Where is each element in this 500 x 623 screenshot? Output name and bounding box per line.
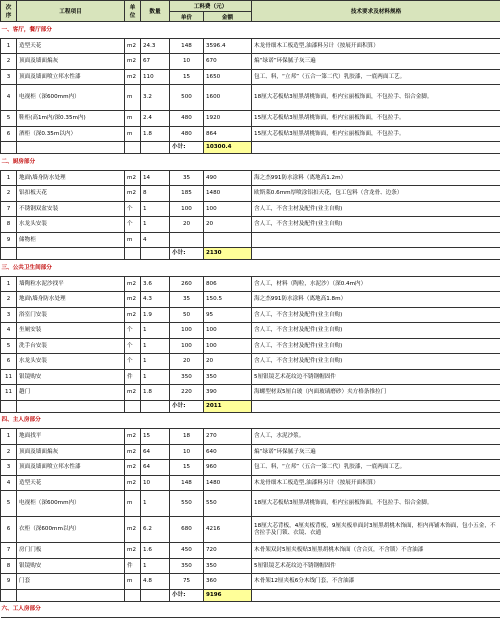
row-item: 电视柜（深600mm内） [17, 85, 125, 111]
subtotal-row [1, 142, 500, 154]
empty-cell [252, 142, 500, 154]
header-unit: 单 位 [125, 1, 141, 22]
subtotal-label: 小计: [170, 400, 204, 412]
row-no: 1 [1, 429, 17, 445]
row-unit: m [125, 491, 141, 517]
empty-cell [1, 400, 17, 412]
row-qty: 1 [141, 354, 170, 370]
row-no: 7 [1, 201, 17, 217]
table-row [1, 491, 500, 517]
table-row [1, 217, 500, 233]
row-no: 5 [1, 491, 17, 517]
row-price: 550 [170, 491, 204, 517]
row-qty: 1 [141, 217, 170, 233]
row-no: 2 [1, 444, 17, 460]
row-price: 10 [170, 444, 204, 460]
row-spec: 海之杰991防水涂料（离地高1.8m） [252, 292, 500, 308]
row-qty: 4.3 [141, 292, 170, 308]
row-qty: 1.8 [141, 126, 170, 142]
row-no: 2 [1, 292, 17, 308]
row-no: 3 [1, 69, 17, 85]
section-title: 一、客厅，餐厅部分 [1, 22, 500, 39]
table-row [1, 460, 500, 476]
empty-cell [141, 248, 170, 260]
section-header [1, 260, 500, 277]
header-spec: 技术要求及材料规格 [252, 1, 500, 22]
row-no: 8 [1, 558, 17, 574]
row-item: 地面\墙身防水处理 [17, 170, 125, 186]
empty-cell [1, 142, 17, 154]
row-amount: 3596.4 [204, 38, 252, 54]
row-spec [252, 232, 500, 248]
row-spec: 18厘大芯板贴3厘黑胡桃饰面，柜内宝丽板饰面，不包拉手、铝合金脚。 [252, 85, 500, 111]
section-title: 四、主人房部分 [1, 412, 500, 429]
row-no: 1 [1, 170, 17, 186]
row-no: 2 [1, 54, 17, 70]
row-spec: 木骨架双封5厘夹板贴3厘黑胡桃木饰面（含合页，不含锁）不含油漆 [252, 543, 500, 559]
row-item: 地面\墙身防水处理 [17, 292, 125, 308]
row-unit: m2 [125, 543, 141, 559]
table-row [1, 354, 500, 370]
row-item: 银镜购安 [17, 558, 125, 574]
table-row [1, 69, 500, 85]
row-qty: 64 [141, 444, 170, 460]
row-price: 148 [170, 38, 204, 54]
row-unit: m2 [125, 385, 141, 401]
table-row [1, 54, 500, 70]
row-qty: 24.3 [141, 38, 170, 54]
section-title: 六、工人房部分 [1, 601, 500, 618]
row-qty: 1.8 [141, 385, 170, 401]
row-spec: 木骨架12厘夹板6分木线门套，不含油漆 [252, 574, 500, 590]
row-spec: 含人工，不含主材及配件(业主自购) [252, 217, 500, 233]
subtotal-label: 小计: [170, 248, 204, 260]
row-spec: 含人工，不含主材及配件(业主自购) [252, 201, 500, 217]
table-row [1, 574, 500, 590]
empty-cell [17, 142, 125, 154]
empty-cell [1, 248, 17, 260]
table-row [1, 201, 500, 217]
subtotal-row [1, 400, 500, 412]
row-amount: 100 [204, 323, 252, 339]
row-unit: 个 [125, 323, 141, 339]
row-price: 350 [170, 558, 204, 574]
row-unit: 个 [125, 338, 141, 354]
table-row [1, 186, 500, 202]
empty-cell [17, 589, 125, 601]
subtotal-value: 10300.4 [204, 142, 252, 154]
header-labor-fee: 工料费（元） [170, 1, 252, 12]
row-amount: 4216 [204, 517, 252, 543]
row-price: 260 [170, 276, 204, 292]
row-no: 4 [1, 323, 17, 339]
row-amount: 150.5 [204, 292, 252, 308]
row-item: 造型天花 [17, 38, 125, 54]
empty-cell [141, 142, 170, 154]
row-unit: 个 [125, 201, 141, 217]
row-unit: m2 [125, 38, 141, 54]
row-qty: 1 [141, 558, 170, 574]
row-price: 100 [170, 323, 204, 339]
row-item: 地面找平 [17, 429, 125, 445]
row-item: 不锈钢双盆安装 [17, 201, 125, 217]
row-qty: 1.6 [141, 543, 170, 559]
row-amount: 670 [204, 54, 252, 70]
empty-cell [125, 400, 141, 412]
row-item: 顶面及墙面喷立邦水性漆 [17, 460, 125, 476]
row-unit: m [125, 574, 141, 590]
row-item: 门套 [17, 574, 125, 590]
row-price: 220 [170, 385, 204, 401]
row-qty: 15 [141, 429, 170, 445]
row-spec: 含人工，不含主材及配件(业主自购) [252, 323, 500, 339]
row-unit: m2 [125, 475, 141, 491]
row-amount: 95 [204, 307, 252, 323]
table-row [1, 323, 500, 339]
empty-cell [17, 400, 125, 412]
subtotal-value: 2011 [204, 400, 252, 412]
row-qty: 1 [141, 369, 170, 385]
row-no: 1 [1, 38, 17, 54]
table-body [1, 22, 500, 618]
row-price: 100 [170, 201, 204, 217]
row-qty: 1 [141, 323, 170, 339]
table-row [1, 444, 500, 460]
row-price: 75 [170, 574, 204, 590]
table-row [1, 38, 500, 54]
empty-cell [252, 248, 500, 260]
row-qty: 67 [141, 54, 170, 70]
row-amount: 1480 [204, 475, 252, 491]
row-unit: m2 [125, 460, 141, 476]
row-unit: m [125, 111, 141, 127]
row-unit: m2 [125, 429, 141, 445]
row-amount: 550 [204, 491, 252, 517]
row-amount: 100 [204, 338, 252, 354]
table-row [1, 307, 500, 323]
row-no: 11 [1, 385, 17, 401]
row-spec: 18厘大芯板贴3厘黑胡桃饰面，柜内宝丽板饰面，不包拉手、铝合金脚。 [252, 491, 500, 517]
row-item: 趟门 [17, 385, 125, 401]
row-no: 8 [1, 217, 17, 233]
row-item: 储物柜 [17, 232, 125, 248]
row-amount: 806 [204, 276, 252, 292]
table-row [1, 543, 500, 559]
row-spec: 木龙骨细木工板造型,油漆料另计（按展开面积算） [252, 38, 500, 54]
row-amount: 1920 [204, 111, 252, 127]
row-item: 顶面及墙面煸灰 [17, 54, 125, 70]
row-item: 酒柜（深0.35m以内） [17, 126, 125, 142]
row-amount: 270 [204, 429, 252, 445]
row-spec: 木龙骨细木工板造型,油漆料另计（按展开面积算） [252, 475, 500, 491]
subtotal-value: 2130 [204, 248, 252, 260]
row-unit: m2 [125, 276, 141, 292]
header-seq: 次 序 [1, 1, 17, 22]
empty-cell [125, 589, 141, 601]
row-qty: 4 [141, 232, 170, 248]
empty-cell [1, 589, 17, 601]
row-amount: 350 [204, 369, 252, 385]
empty-cell [125, 248, 141, 260]
row-price: 15 [170, 460, 204, 476]
section-title: 二、厨房部分 [1, 154, 500, 171]
row-qty: 10 [141, 475, 170, 491]
row-unit: 件 [125, 369, 141, 385]
row-item: 顶面及墙面煸灰 [17, 444, 125, 460]
row-item: 浴室门安装 [17, 307, 125, 323]
section-header [1, 601, 500, 618]
table-row [1, 517, 500, 543]
header-item: 工程项目 [17, 1, 125, 22]
row-item: 坐厕安装 [17, 323, 125, 339]
table-row [1, 276, 500, 292]
row-spec: 含人工，不含主材及配件(业主自购) [252, 354, 500, 370]
row-price: 50 [170, 307, 204, 323]
row-item: 水龙头安装 [17, 217, 125, 233]
row-amount: 960 [204, 460, 252, 476]
row-no: 1 [1, 276, 17, 292]
table-row [1, 338, 500, 354]
row-price: 20 [170, 217, 204, 233]
empty-cell [141, 400, 170, 412]
row-spec: 含人工，水泥沙浆。 [252, 429, 500, 445]
row-spec: 5厘银镜艺术花纹边不锈钢帽固件 [252, 369, 500, 385]
row-spec: 煸“绿诺”环保腻子灰三遍 [252, 444, 500, 460]
row-item: 房门门板 [17, 543, 125, 559]
row-amount: 390 [204, 385, 252, 401]
row-spec: 煸“绿诺”环保腻子灰三遍 [252, 54, 500, 70]
table-row [1, 429, 500, 445]
row-price: 148 [170, 475, 204, 491]
row-spec: 包工、料，“立邦”（五合一第二代）乳胶漆，一底两面工艺。 [252, 460, 500, 476]
empty-cell [17, 248, 125, 260]
subtotal-label: 小计: [170, 589, 204, 601]
row-spec: 含人工，不含主材及配件(业主自购) [252, 307, 500, 323]
row-unit: m2 [125, 517, 141, 543]
row-no: 4 [1, 85, 17, 111]
row-no: 6 [1, 517, 17, 543]
row-qty: 1.9 [141, 307, 170, 323]
table-row [1, 475, 500, 491]
row-item: 鞋柜(高1m内/深0.35m内) [17, 111, 125, 127]
row-unit: m [125, 232, 141, 248]
row-spec: 欧斯莱0.6mm厚喷涂铝扣天花，包工包料（含龙骨、边条） [252, 186, 500, 202]
row-amount: 20 [204, 217, 252, 233]
row-spec: 15厘大芯板贴3厘黑胡桃饰面，柜内宝丽板饰面，不包拉手。 [252, 111, 500, 127]
row-item: 衣柜（深600mm以内） [17, 517, 125, 543]
row-unit: m2 [125, 186, 141, 202]
section-header [1, 22, 500, 39]
row-amount: 1480 [204, 186, 252, 202]
table-row [1, 126, 500, 142]
row-amount: 640 [204, 444, 252, 460]
row-unit: 件 [125, 558, 141, 574]
row-spec: 海螺型材双5厘白玻（内面玻璃磨砂）夹方格条推拉门 [252, 385, 500, 401]
row-qty: 3.2 [141, 85, 170, 111]
row-price: 100 [170, 338, 204, 354]
row-amount: 360 [204, 574, 252, 590]
table-row [1, 85, 500, 111]
header-amount: 金额 [204, 12, 252, 22]
row-item: 造型天花 [17, 475, 125, 491]
row-unit: 个 [125, 354, 141, 370]
table-row [1, 369, 500, 385]
row-no: 11 [1, 369, 17, 385]
row-no: 6 [1, 126, 17, 142]
row-no: 3 [1, 307, 17, 323]
row-qty: 4.8 [141, 574, 170, 590]
row-item: 顶面及墙面喷立邦水性漆 [17, 69, 125, 85]
row-spec: 18厘大芯背板，4厘夹板背板，9厘夹板单面封3厘黑胡桃木饰面，柜内再铺木饰面，包小五金，不含拉手及门锁、衣镜、衣通 [252, 517, 500, 543]
header-unit-price: 单价 [170, 12, 204, 22]
row-amount: 1600 [204, 85, 252, 111]
row-qty: 1 [141, 491, 170, 517]
section-header [1, 412, 500, 429]
row-item: 银镜购安 [17, 369, 125, 385]
row-qty: 3.6 [141, 276, 170, 292]
row-spec: 含人工，不含主材及配件(业主自购) [252, 338, 500, 354]
subtotal-value: 9196 [204, 589, 252, 601]
row-no: 9 [1, 232, 17, 248]
row-price: 35 [170, 292, 204, 308]
row-no: 4 [1, 475, 17, 491]
row-amount: 1650 [204, 69, 252, 85]
row-no: 7 [1, 543, 17, 559]
row-item: 电视柜（深600mm内） [17, 491, 125, 517]
row-unit: m [125, 126, 141, 142]
table-row [1, 232, 500, 248]
row-price: 10 [170, 54, 204, 70]
row-amount: 864 [204, 126, 252, 142]
row-qty: 6.2 [141, 517, 170, 543]
row-spec: 5厘银镜艺术花纹边不锈钢帽固件 [252, 558, 500, 574]
row-price: 480 [170, 126, 204, 142]
row-amount: 100 [204, 201, 252, 217]
row-spec: 包工、料，“立邦”（五合一第二代）乳胶漆，一底两面工艺。 [252, 69, 500, 85]
row-price: 480 [170, 111, 204, 127]
row-item: 洗手台安装 [17, 338, 125, 354]
empty-cell [141, 589, 170, 601]
row-qty: 110 [141, 69, 170, 85]
row-no: 6 [1, 354, 17, 370]
row-unit: m2 [125, 54, 141, 70]
row-price: 450 [170, 543, 204, 559]
table-row [1, 385, 500, 401]
row-unit: m2 [125, 444, 141, 460]
row-price: 500 [170, 85, 204, 111]
row-no: 9 [1, 574, 17, 590]
row-amount: 350 [204, 558, 252, 574]
row-no: 2 [1, 186, 17, 202]
row-amount [204, 232, 252, 248]
row-item: 铝扣板天花 [17, 186, 125, 202]
row-price: 20 [170, 354, 204, 370]
row-unit: m2 [125, 307, 141, 323]
empty-cell [252, 400, 500, 412]
row-price: 185 [170, 186, 204, 202]
row-qty: 14 [141, 170, 170, 186]
row-qty: 64 [141, 460, 170, 476]
row-no: 5 [1, 338, 17, 354]
table-row [1, 292, 500, 308]
table-row [1, 558, 500, 574]
subtotal-row [1, 248, 500, 260]
row-price: 350 [170, 369, 204, 385]
row-price: 680 [170, 517, 204, 543]
row-unit: m [125, 85, 141, 111]
row-unit: m2 [125, 170, 141, 186]
row-spec: 15厘大芯板贴3厘黑胡桃饰面，柜内宝丽板饰面，不包拉手。 [252, 126, 500, 142]
empty-cell [125, 142, 141, 154]
row-qty: 8 [141, 186, 170, 202]
row-amount: 20 [204, 354, 252, 370]
row-spec: 含人工，材料（陶粒，水泥沙）（深0.4m内） [252, 276, 500, 292]
row-no: 3 [1, 460, 17, 476]
row-unit: m2 [125, 69, 141, 85]
subtotal-row [1, 589, 500, 601]
row-qty: 1 [141, 338, 170, 354]
row-item: 水龙头安装 [17, 354, 125, 370]
row-spec: 海之杰991防水涂料（离地高1.2m） [252, 170, 500, 186]
empty-cell [252, 589, 500, 601]
row-price [170, 232, 204, 248]
row-amount: 490 [204, 170, 252, 186]
row-price: 18 [170, 429, 204, 445]
table-row [1, 111, 500, 127]
row-qty: 2.4 [141, 111, 170, 127]
row-no: 5 [1, 111, 17, 127]
row-price: 15 [170, 69, 204, 85]
row-amount: 720 [204, 543, 252, 559]
section-title: 三、公共卫生间部分 [1, 260, 500, 277]
table-row [1, 170, 500, 186]
row-unit: 个 [125, 217, 141, 233]
header-qty: 数量 [141, 1, 170, 22]
section-header [1, 154, 500, 171]
row-item: 墙陶粒水泥沙找平 [17, 276, 125, 292]
subtotal-label: 小计: [170, 142, 204, 154]
row-price: 35 [170, 170, 204, 186]
row-unit: m2 [125, 292, 141, 308]
row-qty: 1 [141, 201, 170, 217]
